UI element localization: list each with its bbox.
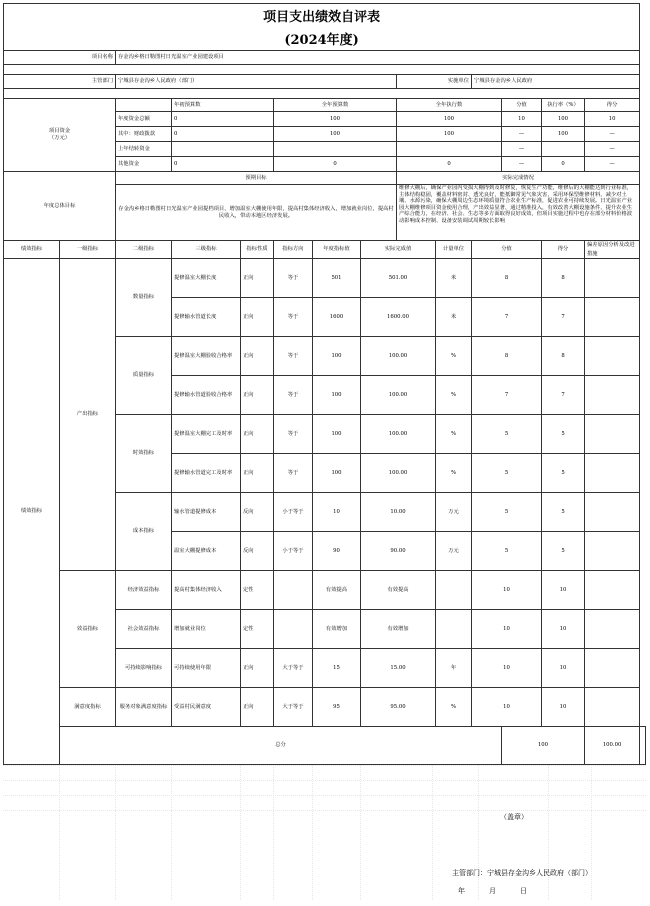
satisfaction-indicator-label: 满意度指标: [60, 688, 116, 727]
table-row: 绩效指标 产出指标 数量指标 提修温室大棚长度 正向 等于 501 501.00 米 8 8: [4, 259, 646, 298]
table-row: 质量指标 提修温室大棚验收合格率 正向 等于 100 100.00 % 8 8: [4, 337, 646, 376]
table-row: 效益指标 经济效益指标 提高村集体经济收入 定性 有效提高 有效提高 10 10: [4, 571, 646, 610]
total-row: [4, 727, 646, 765]
table-row: 提修输水管道长度 正向 等于 1600 1600.00 米 7 7: [4, 298, 646, 337]
satisfaction-group-label: 服务对象满意度指标: [116, 688, 172, 727]
funds-row-other: 其他资金 0 0 0 — 0 —: [4, 157, 646, 172]
table-row: 可持续影响指标 可持续使用年限 正向 大于等于 15 15.00 年 10 10: [4, 649, 646, 688]
funds-section-label: 项目资金 （万元）: [4, 99, 116, 172]
total-score: 100: [502, 727, 585, 765]
perf-indicator-label: 绩效指标: [4, 259, 60, 765]
indicator-header-row: 绩效指标 一级指标 二级指标 三级指标 指标性质 指标方向 年度指标值 实际完成值 计量单位 分值 得分 偏差原因分析及改进措施: [4, 241, 646, 259]
funds-header-score: 分值: [502, 99, 542, 112]
empty-grid-area: [3, 765, 646, 900]
table-row: 温室大棚提修成本 反向 小于等于 90 90.00 万元 5 5: [4, 532, 646, 571]
sustain-group-label: 可持续影响指标: [116, 649, 172, 688]
total-got: 100.00: [585, 727, 640, 765]
table-row: 成本指标 输水管道提修成本 反向 小于等于 10 10.00 万元 5 5: [4, 493, 646, 532]
self-evaluation-sheet: [3, 3, 646, 765]
expected-goal-header: 预期目标: [116, 172, 397, 185]
impl-value: 宁城县存金沟乡人民政府: [472, 75, 640, 89]
total-label: 总分: [60, 727, 502, 765]
quantity-group-label: 数量指标: [116, 259, 172, 337]
timeliness-group-label: 时效指标: [116, 415, 172, 493]
funds-row-total: 年度资金总额 0 100 100 10 100 10: [4, 112, 646, 127]
social-group-label: 社会效益指标: [116, 610, 172, 649]
dept-label: 主管部门: [4, 75, 116, 89]
table-row: 满意度指标 服务对象满意度指标 受益村民满意度 正向 大于等于 95 95.00 % 10 10: [4, 688, 646, 727]
actual-goal-text: 维修大棚后，确保产业园内受损大棚得到及时修复，恢复生产功能，维修后的大棚能达到行业标准，主体结构稳固，覆盖材料密封、透光良好，能抵御常见气象灾害，采用环保型维修材料，减少对土壤、水源污染，确保大棚周边生态环境质量符合农业生产标准，促进农业可持续发展。日光温室产业园大棚维修项目资金使用合理，产出效益显著，通过精准投入，有效改善大棚设施条件，提升农业生产综合能力，在经济、社会、生态等多方面取得良好成效，但项目实施过程中也存在部分材料价格波动影响成本控制、设备安装调试周期较长影响: [397, 185, 640, 241]
funds-header-annual-budget: 全年预算数: [274, 99, 397, 112]
table-row: 时效指标 提修温室大棚完工及时率 正向 等于 100 100.00 % 5 5: [4, 415, 646, 454]
page-title: 项目支出绩效自评表: [4, 4, 640, 31]
table-row: 提修输水管道验收合格率 正向 等于 100 100.00 % 7 7: [4, 376, 646, 415]
benefit-indicator-label: 效益指标: [60, 571, 116, 688]
report-year: (2024年度): [4, 31, 640, 51]
funds-header-initial: 年初预算数: [172, 99, 274, 112]
economic-group-label: 经济效益指标: [116, 571, 172, 610]
funds-header-got: 得分: [585, 99, 640, 112]
funds-row-fiscal: 其中：财政拨款 0 100 100 — 100 —: [4, 127, 646, 142]
impl-label: 实施单位: [397, 75, 472, 89]
table-row: 社会效益指标 增加就业岗位 定性 有效增加 有效增加 10 10: [4, 610, 646, 649]
output-indicator-label: 产出指标: [60, 259, 116, 571]
funds-header-executed: 全年执行数: [397, 99, 502, 112]
funds-header-rate: 执行率（%）: [542, 99, 585, 112]
evaluation-table: [3, 3, 646, 765]
project-name-label: 项目名称: [4, 51, 116, 65]
cost-group-label: 成本指标: [116, 493, 172, 571]
footer-date: 年 月 日: [458, 887, 527, 895]
table-row: 提修输水管道完工及时率 正向 等于 100 100.00 % 5 5: [4, 454, 646, 493]
dept-value: 宁城县存金沟乡人民政府（部门）: [116, 75, 397, 89]
funds-row-carryover: 上年结转资金 — —: [4, 142, 646, 157]
stamp-placeholder: （盖章）: [500, 813, 528, 821]
project-name-value: 存金沟乡格日勒图村日光温室产业园建设项目: [116, 51, 640, 65]
expected-goal-text: 存金沟乡格日勒图村日光温室产业园提档项目，增加温室大棚使用年限，提高村集体经济收入，增加就业岗位，提高村民收入，带动本地区经济发展。: [116, 185, 397, 241]
quality-group-label: 质量指标: [116, 337, 172, 415]
footer-dept: 主管部门：宁城县存金沟乡人民政府（部门）: [452, 869, 592, 877]
actual-goal-header: 实际完成情况: [397, 172, 640, 185]
annual-goal-label: 年度总体目标: [4, 172, 116, 241]
